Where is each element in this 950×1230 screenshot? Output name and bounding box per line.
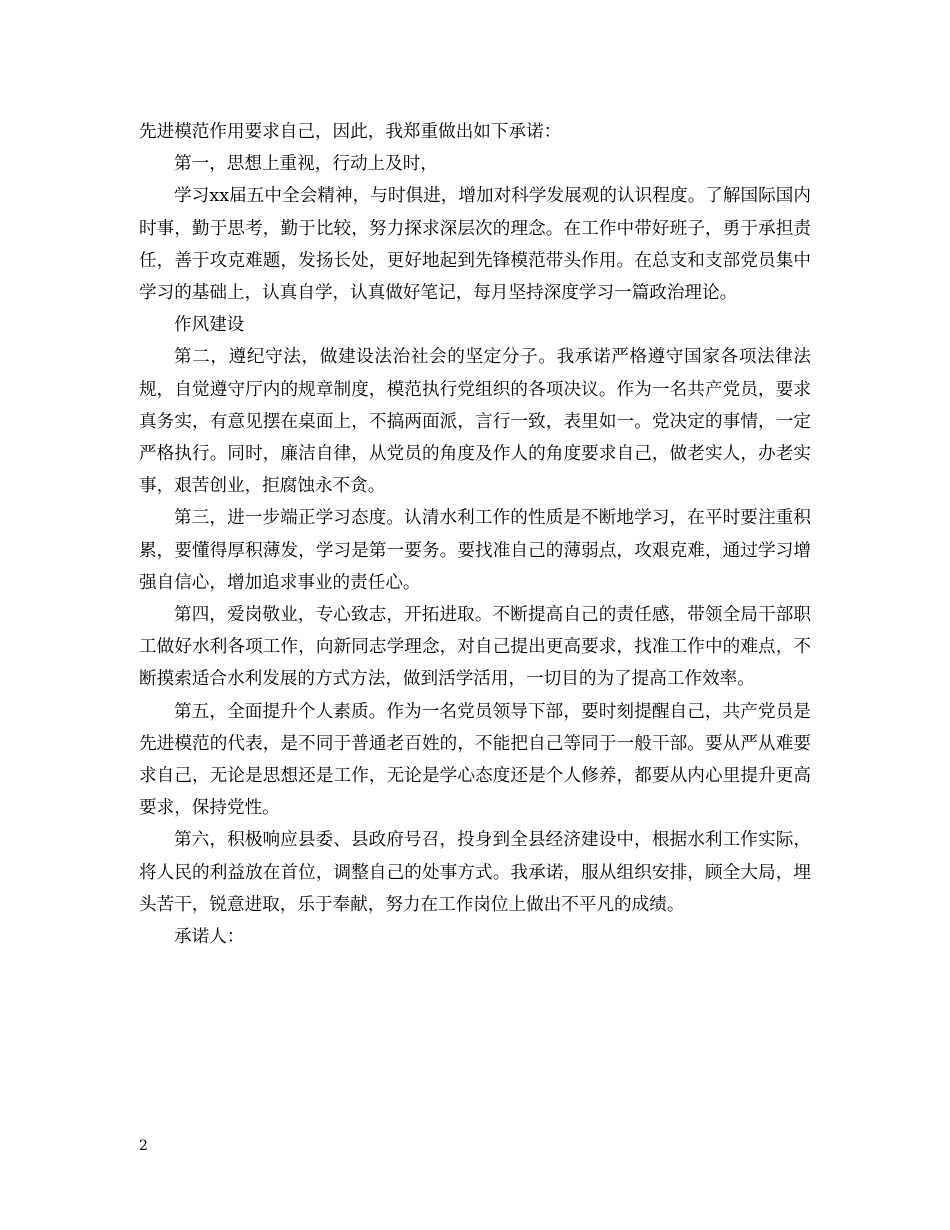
section-heading: 作风建设	[174, 315, 245, 336]
paragraph: 第二，遵纪守法，做建设法治社会的坚定分子。我承诺严格遵守国家各项法律法规，自觉遵守厅内的规章制度，模范执行党组织的各项决议。作为一名共产党员，要求真务实，有意见摆在桌面上，不搞两面派，言行一致，表里如一。党决定的事情，一定严格执行。同时，廉洁自律，从党员的角度及作人的角度要求自己，做老实人，办老实事，艰苦创业，拒腐蚀永不贪。	[139, 347, 811, 497]
paragraph: 第一，思想上重视，行动上及时，	[174, 154, 438, 175]
paragraph: 先进模范作用要求自己，因此，我郑重做出如下承诺：	[139, 122, 562, 142]
document-body	[139, 116, 811, 953]
paragraph: 第四，爱岗敬业，专心致志，开拓进取。不断提高自己的责任感，带领全局干部职工做好水利各项工作，向新同志学理念，对自己提出更高要求，找准工作中的难点，不断摸索适合水利发展的方式方法，做到活学活用，一切目的为了提高工作效率。	[139, 605, 811, 690]
paragraph: 第三，进一步端正学习态度。认清水利工作的性质是不断地学习，在平时要注重积累，要懂得厚积薄发，学习是第一要务。要找准自己的薄弱点，攻艰克难，通过学习增强自信心，增加追求事业的责任心。	[139, 508, 811, 593]
paragraph: 第五，全面提升个人素质。作为一名党员领导下部，要时刻提醒自己，共产党员是先进模范的代表，是不同于普通老百姓的，不能把自己等同于一般干部。要从严从难要求自己，无论是思想还是工作，无论是学心态度还是个人修养，都要从内心里提升更高要求，保持党性。	[139, 701, 811, 819]
paragraph: 学习xx届五中全会精神，与时俱进，增加对科学发展观的认识程度。了解国际国内时事，勤于思考，勤于比较，努力探求深层次的理念。在工作中带好班子，勇于承担责任，善于攻克难题，发扬长处，更好地起到先锋模范带头作用。在总支和支部党员集中学习的基础上，认真自学，认真做好笔记，每月坚持深度学习一篇政治理论。	[139, 186, 811, 304]
signature-label: 承诺人：	[174, 927, 245, 948]
paragraph: 第六，积极响应县委、县政府号召，投身到全县经济建设中，根据水利工作实际，将人民的利益放在首位，调整自己的处事方式。我承诺，服从组织安排，顾全大局，埋头苦干，锐意进取，乐于奉献，努力在工作岗位上做出不平凡的成绩。	[139, 830, 811, 915]
page-number: 2	[139, 1138, 148, 1154]
